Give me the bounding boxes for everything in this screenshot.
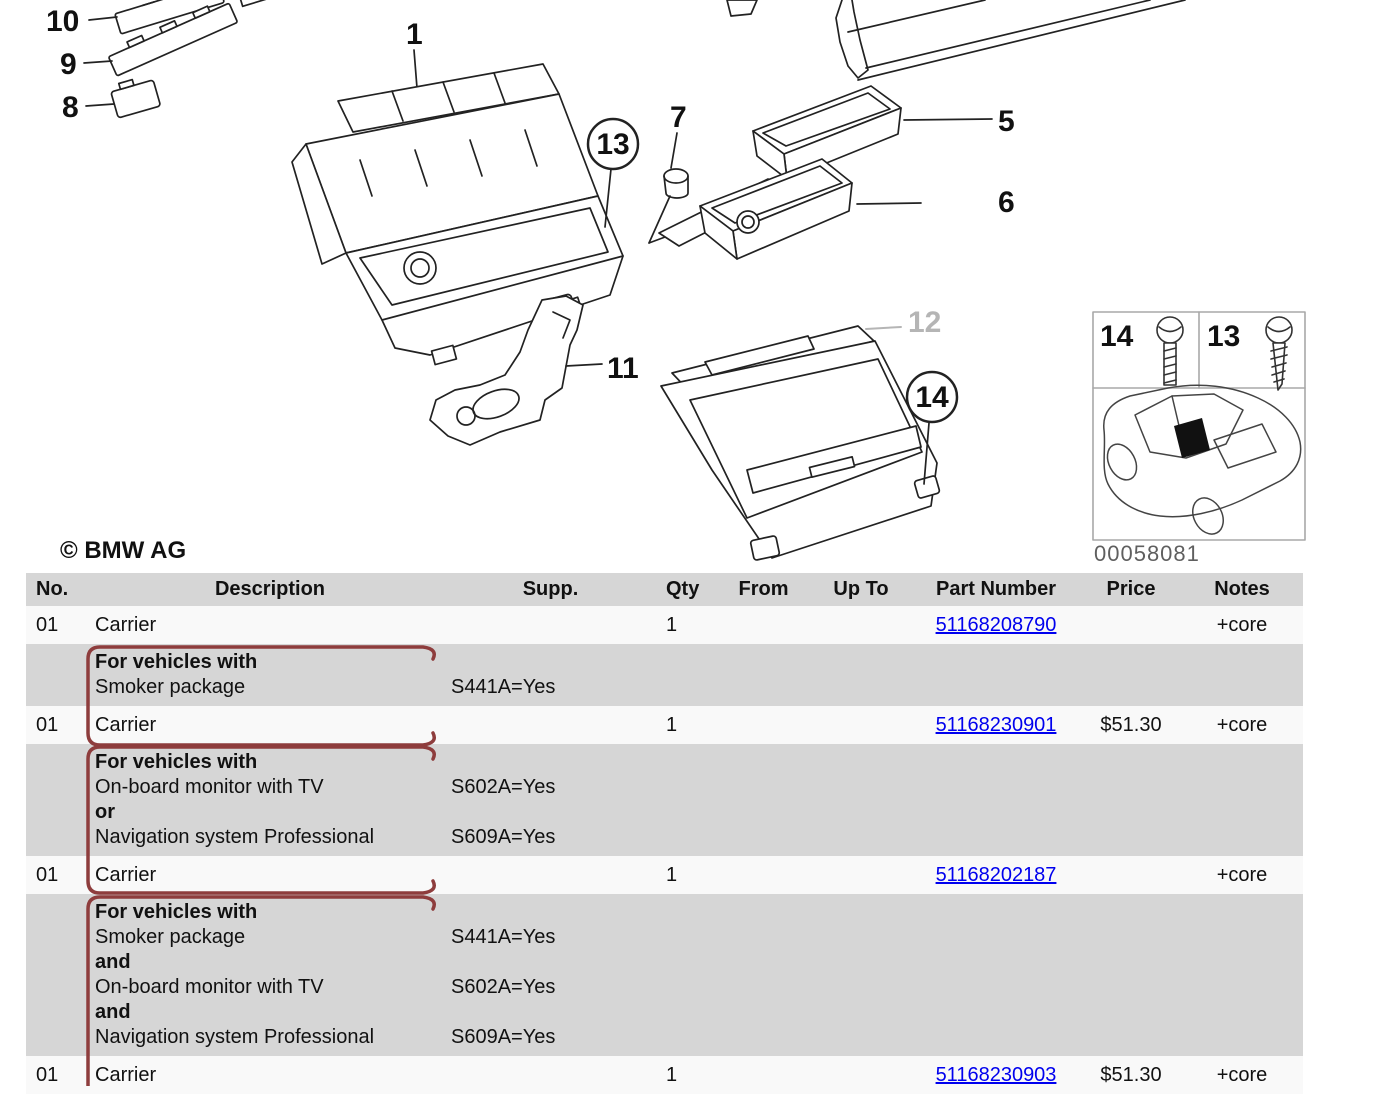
callout-5[interactable]: 5 (998, 105, 1015, 138)
cell-description: Carrier (95, 713, 157, 736)
cell-description: Carrier (95, 863, 157, 886)
cell-no: 01 (36, 613, 59, 636)
copyright-text: © BMW AG (60, 537, 187, 564)
inset-label-14: 14 (1100, 320, 1134, 353)
part-11-bracket (430, 296, 602, 445)
condition-row (26, 894, 1303, 1056)
callout-8[interactable]: 8 (62, 91, 79, 124)
diagram-image-number: 00058081 (1094, 541, 1200, 566)
callout-14[interactable]: 14 (915, 381, 949, 414)
cell-qty: 1 (666, 613, 678, 636)
cell-price: $51.30 (1100, 1063, 1162, 1086)
callout-10[interactable]: 10 (46, 5, 80, 38)
part-number-link[interactable]: 51168230903 (935, 1063, 1057, 1086)
condition-row (26, 744, 1303, 856)
condition-supp-codes: S441A=Yes (451, 676, 556, 698)
table-row (26, 606, 1303, 644)
condition-supp-codes: S602A=Yes S609A=Yes (451, 776, 556, 848)
callout-12[interactable]: 12 (908, 306, 942, 339)
header-qty: Qty (666, 578, 700, 600)
cell-qty: 1 (666, 713, 678, 736)
part-8-clip (86, 74, 161, 118)
cutoff-lid (727, 0, 1185, 80)
cell-part-number (911, 864, 1081, 887)
cell-description: Carrier (95, 613, 157, 636)
part-number-link[interactable]: 51168230901 (935, 713, 1057, 736)
inset-label-13: 13 (1207, 320, 1241, 353)
part-6-tray (659, 159, 921, 259)
callout-13[interactable]: 13 (596, 128, 630, 161)
cell-price: $51.30 (1100, 713, 1162, 736)
cell-part-number (911, 1064, 1081, 1087)
header-part-number: Part Number (935, 578, 1057, 600)
cell-notes: +core (1216, 1063, 1268, 1086)
part-5-tray (753, 86, 992, 179)
header-no: No. (36, 578, 69, 600)
header-supp: Supp. (522, 578, 579, 600)
cell-notes: +core (1216, 613, 1268, 636)
cell-no: 01 (36, 713, 59, 736)
callout-11[interactable]: 11 (607, 352, 639, 385)
callout-9[interactable]: 9 (60, 48, 77, 81)
condition-text: For vehicles with Smoker package (95, 651, 258, 698)
part-number-link[interactable]: 51168208790 (935, 613, 1057, 636)
callout-1[interactable]: 1 (406, 18, 423, 51)
header-price: Price (1106, 578, 1156, 600)
cell-no: 01 (36, 1063, 59, 1086)
table-row (26, 706, 1303, 744)
condition-text: For vehicles with Smoker package and On-board monitor with TV and Navigation system Professional (95, 901, 375, 1048)
table-row (26, 1056, 1303, 1094)
parts-table (26, 573, 1303, 1094)
header-upto: Up To (833, 578, 889, 600)
cell-part-number (911, 614, 1081, 637)
part-12-carrier (661, 326, 940, 560)
header-description: Description (214, 578, 326, 600)
callout-6[interactable]: 6 (998, 186, 1015, 219)
table-header-row (26, 573, 1303, 606)
table-row (26, 856, 1303, 894)
condition-row (26, 644, 1303, 706)
cell-qty: 1 (666, 1063, 678, 1086)
cell-notes: +core (1216, 863, 1268, 886)
cell-no: 01 (36, 863, 59, 886)
cell-description: Carrier (95, 1063, 157, 1086)
cell-notes: +core (1216, 713, 1268, 736)
header-from: From (738, 578, 789, 600)
condition-text: For vehicles with On-board monitor with TV or Navigation system Professional (95, 751, 375, 848)
cell-qty: 1 (666, 863, 678, 886)
condition-supp-codes: S441A=Yes S602A=Yes S609A=Yes (451, 926, 556, 1048)
part-number-link[interactable]: 51168202187 (935, 863, 1057, 886)
callout-7[interactable]: 7 (670, 101, 687, 134)
header-notes: Notes (1214, 578, 1270, 600)
cell-part-number (911, 714, 1081, 737)
